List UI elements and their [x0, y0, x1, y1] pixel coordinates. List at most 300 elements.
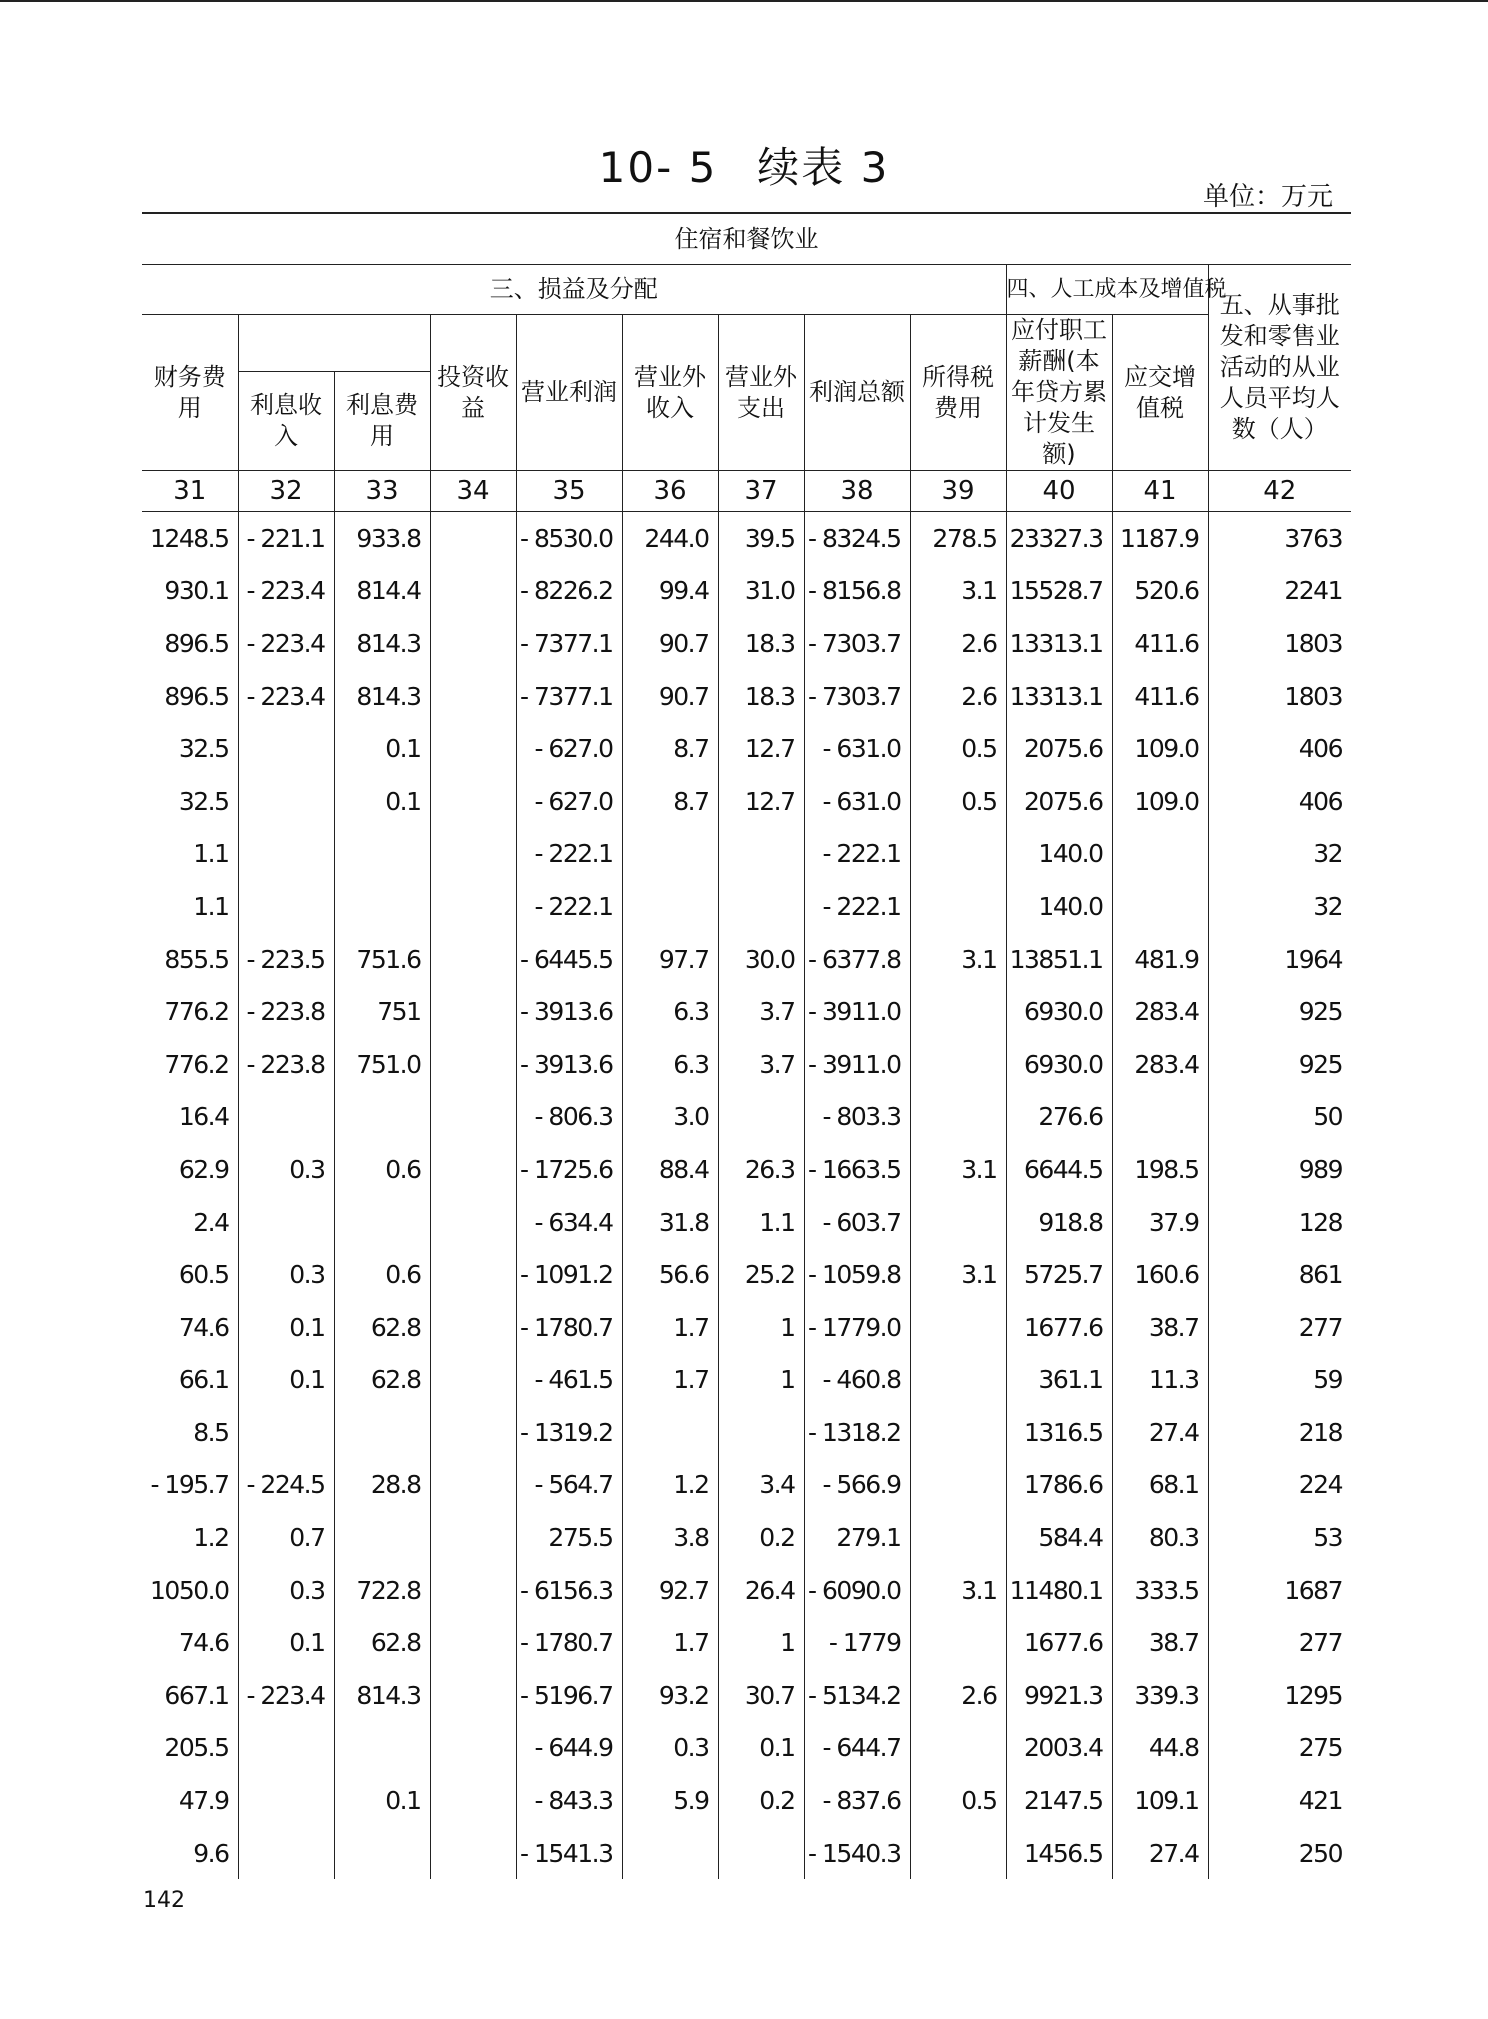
table-row [142, 1722, 1351, 1775]
table-cell [718, 880, 804, 933]
table-cell: 861 [1208, 1248, 1351, 1301]
table-cell [430, 1774, 516, 1827]
table-cell: 855.5 [164, 944, 229, 974]
table-cell [430, 565, 516, 618]
table-cell: 13851.1 [1006, 933, 1112, 986]
table-cell: - 1780.7 [516, 1301, 622, 1354]
table-cell [238, 1827, 334, 1880]
table-cell: 520.6 [1112, 565, 1208, 618]
table-cell: 776.2 [164, 1049, 229, 1079]
table-cell: 25.2 [718, 1248, 804, 1301]
table-cell [430, 775, 516, 828]
table-cell: 88.4 [622, 1143, 718, 1196]
table-cell: - 223.4 [238, 565, 334, 618]
table-cell: 1687 [1208, 1564, 1351, 1617]
table-number: 10- 5 [598, 143, 718, 192]
table-cell: 30.0 [718, 933, 804, 986]
table-row [142, 1459, 1351, 1512]
table-cell: - 8156.8 [804, 565, 910, 618]
table-cell: 109.0 [1112, 722, 1208, 775]
table-cell: - 7377.1 [516, 617, 622, 670]
table-cell: 1.1 [193, 891, 229, 921]
table-cell: 13313.1 [1006, 670, 1112, 723]
table-row [142, 985, 1351, 1038]
table-cell: 1803 [1208, 670, 1351, 723]
table-cell: 2241 [1208, 565, 1351, 618]
col-header-34: 投资收益 [430, 315, 516, 471]
table-cell: 0.6 [334, 1143, 430, 1196]
table-row [142, 1354, 1351, 1407]
table-row [142, 1774, 1351, 1827]
table-cell: 44.8 [1112, 1722, 1208, 1775]
table-cell: 0.2 [718, 1511, 804, 1564]
table-cell [238, 880, 334, 933]
table-cell: 0.1 [238, 1301, 334, 1354]
table-cell [334, 1196, 430, 1249]
col-header-38: 利润总额 [804, 315, 910, 471]
table-cell: - 5196.7 [516, 1669, 622, 1722]
table-cell: 0.7 [238, 1511, 334, 1564]
table-cell [430, 1564, 516, 1617]
table-cell: - 223.8 [238, 985, 334, 1038]
table-cell: - 6445.5 [516, 933, 622, 986]
table-cell: 1.7 [622, 1354, 718, 1407]
table-cell [238, 1196, 334, 1249]
table-cell: 2075.6 [1006, 722, 1112, 775]
table-cell: 275 [1208, 1722, 1351, 1775]
table-cell: 1803 [1208, 617, 1351, 670]
table-cell: 6.3 [622, 985, 718, 1038]
col-header-33: 利息费用 [334, 371, 430, 470]
table-cell: 93.2 [622, 1669, 718, 1722]
table-cell: 3.1 [910, 933, 1006, 986]
table-row [142, 670, 1351, 723]
table-cell: 279.1 [804, 1511, 910, 1564]
table-cell: - 3911.0 [804, 985, 910, 1038]
table-cell [910, 828, 1006, 881]
table-cell [430, 1248, 516, 1301]
table-cell: 59 [1208, 1354, 1351, 1407]
table-cell: - 627.0 [516, 722, 622, 775]
table-cell: 1.2 [193, 1523, 229, 1553]
col-number: 42 [1208, 471, 1351, 512]
table-cell: 0.1 [334, 775, 430, 828]
table-cell: 39.5 [718, 512, 804, 565]
table-cell: 814.3 [334, 670, 430, 723]
table-cell: 6.3 [622, 1038, 718, 1091]
table-cell: - 8324.5 [804, 512, 910, 565]
table-row [142, 1406, 1351, 1459]
table-cell: 12.7 [718, 722, 804, 775]
table-cell [718, 828, 804, 881]
table-row [142, 1143, 1351, 1196]
table-cell: 128 [1208, 1196, 1351, 1249]
table-cell [910, 1091, 1006, 1144]
table-cell: 32.5 [178, 734, 229, 764]
table-row [142, 512, 1351, 565]
table-row [142, 1038, 1351, 1091]
table-cell: 277 [1208, 1301, 1351, 1354]
table-cell: 9921.3 [1006, 1669, 1112, 1722]
table-cell [430, 1406, 516, 1459]
table-cell: 933.8 [334, 512, 430, 565]
table-cell: 74.6 [178, 1312, 229, 1342]
table-cell: - 803.3 [804, 1091, 910, 1144]
table-cell: 411.6 [1112, 670, 1208, 723]
table-cell: - 7303.7 [804, 670, 910, 723]
table-cell [430, 985, 516, 1038]
table-cell: - 222.1 [804, 828, 910, 881]
table-cell: 0.6 [334, 1248, 430, 1301]
table-cell [238, 1406, 334, 1459]
table-cell: - 631.0 [804, 775, 910, 828]
table-cell: 925 [1208, 1038, 1351, 1091]
table-cell: 224 [1208, 1459, 1351, 1512]
table-cell: - 644.9 [516, 1722, 622, 1775]
table-cell: 5.9 [622, 1774, 718, 1827]
table-cell [430, 828, 516, 881]
table-cell: 1050.0 [150, 1575, 229, 1605]
table-cell: 62.8 [334, 1616, 430, 1669]
table-cell: 2.6 [910, 1669, 1006, 1722]
group-profit-distribution: 三、损益及分配 [142, 265, 1006, 315]
table-cell: 27.4 [1112, 1827, 1208, 1880]
sector-header: 住宿和餐饮业 [142, 213, 1351, 265]
table-cell: 776.2 [164, 997, 229, 1027]
table-cell: 406 [1208, 722, 1351, 775]
table-cell [430, 1722, 516, 1775]
table-cell: - 564.7 [516, 1459, 622, 1512]
table-cell [910, 985, 1006, 1038]
table-cell: 406 [1208, 775, 1351, 828]
table-cell [238, 828, 334, 881]
table-row [142, 617, 1351, 670]
col-number: 35 [516, 471, 622, 512]
table-cell: 3763 [1208, 512, 1351, 565]
table-cell: 6930.0 [1006, 1038, 1112, 1091]
table-row [142, 1091, 1351, 1144]
table-cell: 6644.5 [1006, 1143, 1112, 1196]
table-cell [334, 1091, 430, 1144]
table-cell [718, 1827, 804, 1880]
table-cell: - 1779.0 [804, 1301, 910, 1354]
page-top-border [0, 0, 1488, 2]
table-cell: 2.6 [910, 617, 1006, 670]
data-table [142, 212, 1351, 1880]
table-cell: - 1780.7 [516, 1616, 622, 1669]
table-cell: - 223.4 [238, 617, 334, 670]
table-cell: - 843.3 [516, 1774, 622, 1827]
table-cell: 9.6 [193, 1838, 229, 1868]
table-cell: 814.3 [334, 1669, 430, 1722]
table-cell: 60.5 [178, 1260, 229, 1290]
col-header-41: 应交增值税 [1112, 315, 1208, 471]
table-cell: 26.3 [718, 1143, 804, 1196]
table-cell: 1 [718, 1616, 804, 1669]
table-cell: - 1318.2 [804, 1406, 910, 1459]
table-row [142, 880, 1351, 933]
table-cell: 925 [1208, 985, 1351, 1038]
table-cell: 68.1 [1112, 1459, 1208, 1512]
table-cell [718, 1406, 804, 1459]
col-number: 40 [1006, 471, 1112, 512]
table-cell: - 222.1 [516, 828, 622, 881]
table-row [142, 1196, 1351, 1249]
table-cell: 1.7 [622, 1616, 718, 1669]
table-cell: - 221.1 [238, 512, 334, 565]
table-cell: 140.0 [1006, 828, 1112, 881]
table-cell [238, 722, 334, 775]
table-cell: - 223.4 [238, 670, 334, 723]
table-cell: 481.9 [1112, 933, 1208, 986]
table-cell: 2.4 [193, 1207, 229, 1237]
table-cell: 896.5 [164, 681, 229, 711]
table-cell: 12.7 [718, 775, 804, 828]
table-cell: 283.4 [1112, 985, 1208, 1038]
table-cell [910, 1354, 1006, 1407]
table-cell: - 6156.3 [516, 1564, 622, 1617]
table-row [142, 1511, 1351, 1564]
table-row [142, 775, 1351, 828]
table-cell: 283.4 [1112, 1038, 1208, 1091]
table-cell [334, 828, 430, 881]
table-cell [238, 1091, 334, 1144]
table-cell: 3.1 [910, 1143, 1006, 1196]
table-cell [910, 1511, 1006, 1564]
table-cell [910, 880, 1006, 933]
table-cell: - 195.7 [150, 1470, 229, 1500]
group-employees: 五、从事批发和零售业活动的从业人员平均人数（人） [1208, 265, 1351, 471]
table-cell: 16.4 [178, 1102, 229, 1132]
table-cell: 205.5 [164, 1733, 229, 1763]
table-cell: 751 [334, 985, 430, 1038]
table-cell: - 566.9 [804, 1459, 910, 1512]
table-cell: - 806.3 [516, 1091, 622, 1144]
table-cell: - 222.1 [804, 880, 910, 933]
table-cell [622, 1827, 718, 1880]
table-cell: 667.1 [164, 1680, 229, 1710]
table-cell: 244.0 [622, 512, 718, 565]
table-cell: 18.3 [718, 670, 804, 723]
table-cell: - 3911.0 [804, 1038, 910, 1091]
table-cell: 160.6 [1112, 1248, 1208, 1301]
table-cell: - 7377.1 [516, 670, 622, 723]
table-cell: 62.9 [178, 1154, 229, 1184]
table-row [142, 933, 1351, 986]
table-cell [430, 512, 516, 565]
table-cell: 3.7 [718, 1038, 804, 1091]
table-cell [238, 1774, 334, 1827]
table-cell [430, 1669, 516, 1722]
table-cell: 1964 [1208, 933, 1351, 986]
table-cell: - 3913.6 [516, 1038, 622, 1091]
table-cell [430, 1143, 516, 1196]
table-cell: - 6377.8 [804, 933, 910, 986]
table-cell: 32.5 [178, 786, 229, 816]
table-cell [910, 1301, 1006, 1354]
table-cell: - 223.5 [238, 933, 334, 986]
table-cell: - 1663.5 [804, 1143, 910, 1196]
table-cell: 278.5 [910, 512, 1006, 565]
table-cell [430, 1827, 516, 1880]
table-cell: 198.5 [1112, 1143, 1208, 1196]
table-cell [238, 775, 334, 828]
col-header-39: 所得税费用 [910, 315, 1006, 471]
table-cell: 62.8 [334, 1301, 430, 1354]
col-number: 38 [804, 471, 910, 512]
table-cell [910, 1827, 1006, 1880]
table-row [142, 1616, 1351, 1669]
table-cell: 0.3 [622, 1722, 718, 1775]
table-cell: 90.7 [622, 670, 718, 723]
table-cell: 13313.1 [1006, 617, 1112, 670]
table-cell: - 1779 [804, 1616, 910, 1669]
table-cell [430, 1301, 516, 1354]
col-number: 32 [238, 471, 334, 512]
table-cell: 814.4 [334, 565, 430, 618]
table-cell [334, 880, 430, 933]
table-cell: 0.1 [238, 1354, 334, 1407]
table-cell: 15528.7 [1006, 565, 1112, 618]
table-cell [622, 828, 718, 881]
table-cell: - 1091.2 [516, 1248, 622, 1301]
table-cell [334, 1406, 430, 1459]
table-cell: - 223.4 [238, 1669, 334, 1722]
table-cell: 1187.9 [1112, 512, 1208, 565]
col-header-36: 营业外收入 [622, 315, 718, 471]
table-cell [1112, 1091, 1208, 1144]
table-cell: 8.7 [622, 775, 718, 828]
table-cell: 277 [1208, 1616, 1351, 1669]
table-cell: - 631.0 [804, 722, 910, 775]
table-cell [430, 1511, 516, 1564]
table-subtitle: 续表 3 [757, 143, 890, 192]
group-labor-cost: 四、人工成本及增值税 [1006, 265, 1208, 315]
table-cell: - 7303.7 [804, 617, 910, 670]
table-row [142, 1248, 1351, 1301]
table-cell: - 461.5 [516, 1354, 622, 1407]
table-cell: - 837.6 [804, 1774, 910, 1827]
table-cell: 80.3 [1112, 1511, 1208, 1564]
table-row [142, 565, 1351, 618]
table-cell: 3.8 [622, 1511, 718, 1564]
table-cell: - 6090.0 [804, 1564, 910, 1617]
table-cell: 1.1 [718, 1196, 804, 1249]
table-cell [622, 880, 718, 933]
table-cell [910, 1196, 1006, 1249]
table-cell: - 644.7 [804, 1722, 910, 1775]
table-cell: 275.5 [516, 1511, 622, 1564]
table-cell: 6930.0 [1006, 985, 1112, 1038]
table-cell: 8.5 [193, 1417, 229, 1447]
col-number: 33 [334, 471, 430, 512]
table-cell: 276.6 [1006, 1091, 1112, 1144]
table-cell [430, 880, 516, 933]
table-cell [910, 1459, 1006, 1512]
table-cell: 814.3 [334, 617, 430, 670]
table-cell: 584.4 [1006, 1511, 1112, 1564]
table-cell: - 1541.3 [516, 1827, 622, 1880]
table-row [142, 828, 1351, 881]
table-cell: 140.0 [1006, 880, 1112, 933]
table-cell: 50 [1208, 1091, 1351, 1144]
table-cell: 2.6 [910, 670, 1006, 723]
table-cell [430, 1038, 516, 1091]
table-row [142, 1301, 1351, 1354]
table-cell: 30.7 [718, 1669, 804, 1722]
table-cell [718, 1091, 804, 1144]
table-cell: 0.5 [910, 722, 1006, 775]
table-cell: 339.3 [1112, 1669, 1208, 1722]
table-cell: 722.8 [334, 1564, 430, 1617]
table-cell: 23327.3 [1006, 512, 1112, 565]
table-cell: 0.5 [910, 1774, 1006, 1827]
table-cell: - 222.1 [516, 880, 622, 933]
table-cell: 0.1 [334, 1774, 430, 1827]
interest-group-spacer [238, 315, 430, 372]
table-cell: 74.6 [178, 1628, 229, 1658]
table-cell: 97.7 [622, 933, 718, 986]
table-cell: 411.6 [1112, 617, 1208, 670]
table-cell: 751.6 [334, 933, 430, 986]
table-cell [430, 1196, 516, 1249]
table-row [142, 1564, 1351, 1617]
table-cell: 1.7 [622, 1301, 718, 1354]
table-cell [430, 617, 516, 670]
table-body [142, 512, 1351, 1880]
table-cell: 896.5 [164, 628, 229, 658]
table-cell: 1.1 [193, 839, 229, 869]
table-cell [238, 1722, 334, 1775]
table-cell: 0.1 [238, 1616, 334, 1669]
table-cell: 0.3 [238, 1564, 334, 1617]
col-header-40: 应付职工薪酬(本年贷方累计发生额) [1006, 315, 1112, 471]
table-cell: 32 [1208, 828, 1351, 881]
table-cell: 1 [718, 1354, 804, 1407]
table-cell: - 1725.6 [516, 1143, 622, 1196]
table-cell: 92.7 [622, 1564, 718, 1617]
col-number: 37 [718, 471, 804, 512]
table-cell: 2003.4 [1006, 1722, 1112, 1775]
table-cell: 1316.5 [1006, 1406, 1112, 1459]
table-cell: 31.8 [622, 1196, 718, 1249]
table-cell: 1677.6 [1006, 1301, 1112, 1354]
table-cell: 3.1 [910, 565, 1006, 618]
table-cell: 0.2 [718, 1774, 804, 1827]
table-row [142, 722, 1351, 775]
table-row [142, 1827, 1351, 1880]
table-cell: 0.1 [718, 1722, 804, 1775]
table-cell: - 603.7 [804, 1196, 910, 1249]
table-cell [430, 1459, 516, 1512]
table-cell: 18.3 [718, 617, 804, 670]
table-cell: 0.1 [334, 722, 430, 775]
table-cell [910, 1722, 1006, 1775]
table-cell: 90.7 [622, 617, 718, 670]
table-cell: 62.8 [334, 1354, 430, 1407]
table-cell: 751.0 [334, 1038, 430, 1091]
table-cell: 53 [1208, 1511, 1351, 1564]
table-cell: 0.5 [910, 775, 1006, 828]
table-cell: - 627.0 [516, 775, 622, 828]
table-cell: 1 [718, 1301, 804, 1354]
table-cell: - 224.5 [238, 1459, 334, 1512]
table-cell: - 460.8 [804, 1354, 910, 1407]
table-cell: - 3913.6 [516, 985, 622, 1038]
table-cell [430, 1616, 516, 1669]
table-cell: 2147.5 [1006, 1774, 1112, 1827]
table-cell [910, 1616, 1006, 1669]
